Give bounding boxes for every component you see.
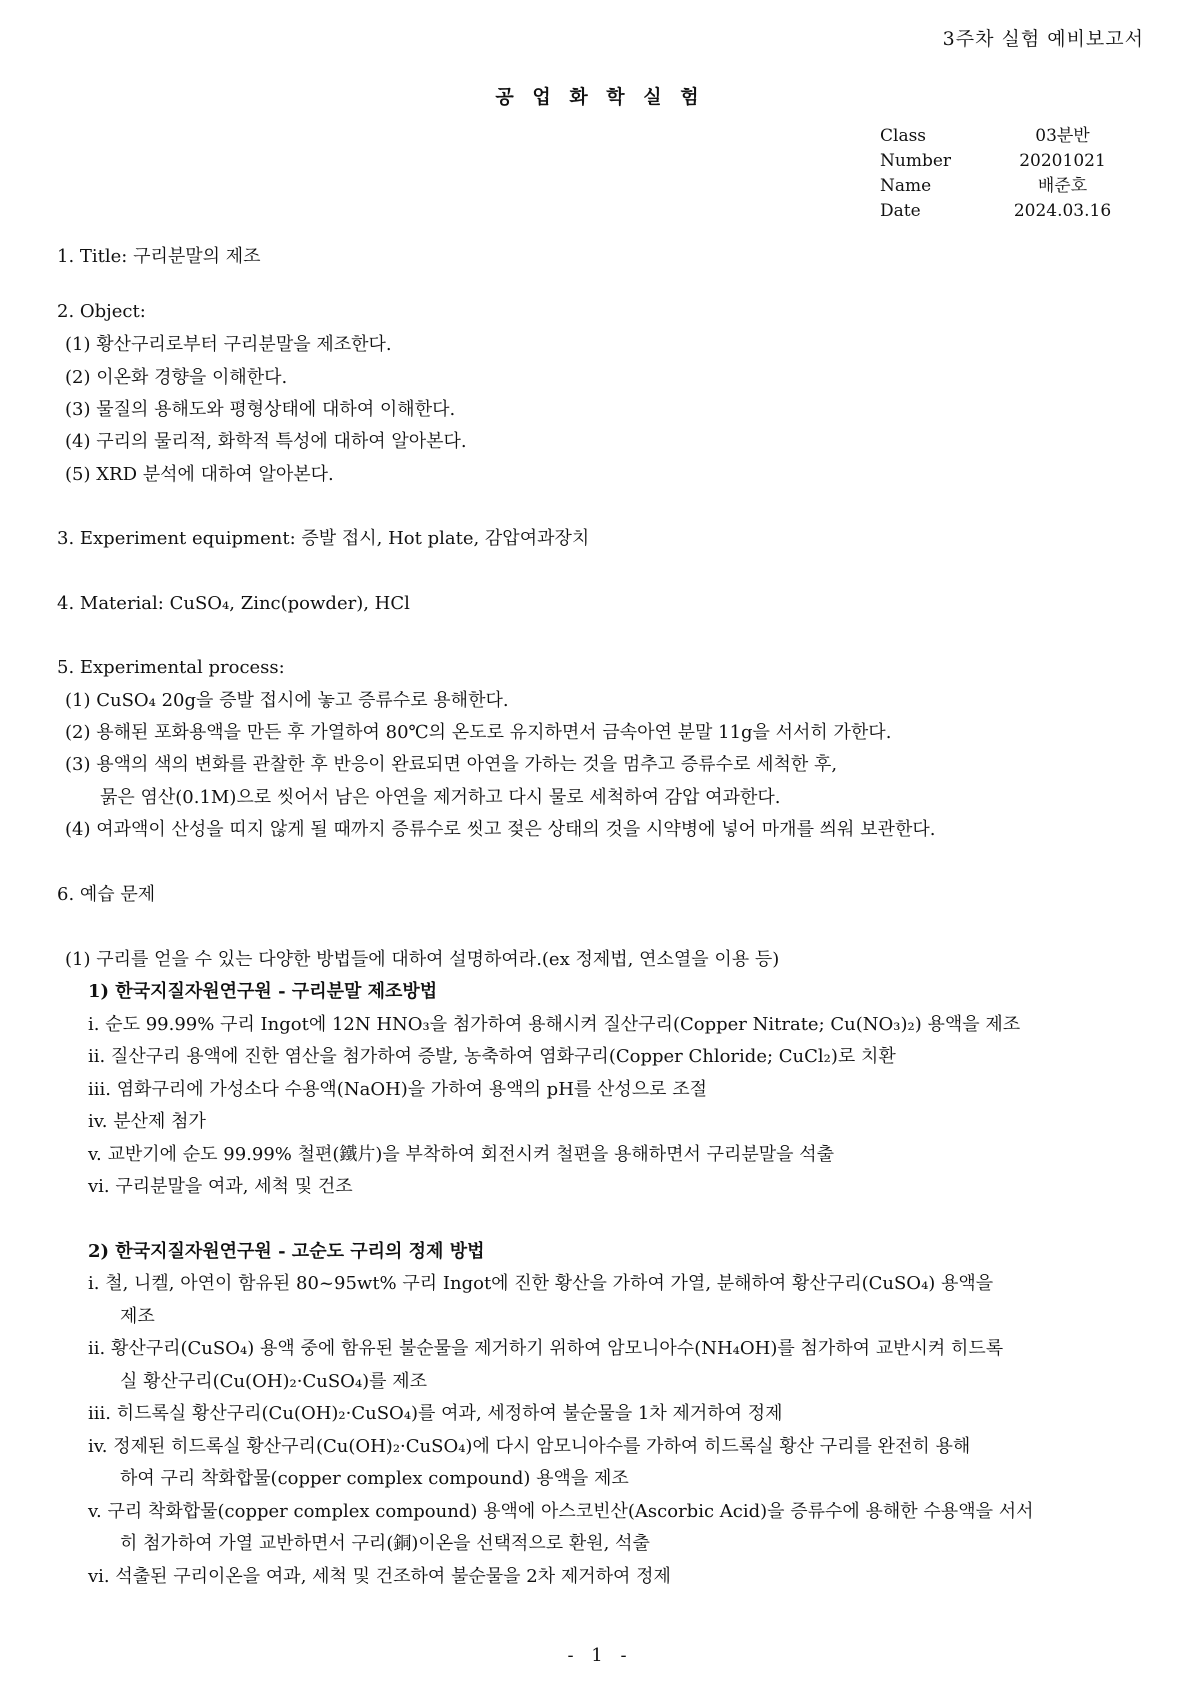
method-2-step: i. 철, 니켈, 아연이 함유된 80~95wt% 구리 Ingot에 진한 황산을 가하여 가열, 분해하여 황산구리(CuSO₄) 용액을 — [88, 1273, 994, 1294]
method-1-step: iv. 분산제 첨가 — [88, 1111, 206, 1132]
info-key: Name — [880, 176, 932, 196]
section-object-heading: 2. Object: — [57, 301, 146, 322]
method-1-step: vi. 구리분말을 여과, 세척 및 건조 — [88, 1176, 353, 1197]
method-1-step: v. 교반기에 순도 99.99% 철편(鐵片)을 부착하여 회전시켜 철편을 용해하면서 구리분말을 석출 — [88, 1144, 835, 1165]
object-item: (4) 구리의 물리적, 화학적 특성에 대하여 알아본다. — [65, 431, 467, 452]
info-value: 2024.03.16 — [1013, 201, 1112, 221]
method-2-step: iv. 정제된 히드록실 황산구리(Cu(OH)₂·CuSO₄)에 다시 암모니아수를 가하여 히드록실 황산 구리를 완전히 용해 — [88, 1436, 971, 1457]
method-2-step-continued: 실 황산구리(Cu(OH)₂·CuSO₄)를 제조 — [120, 1371, 428, 1392]
method-2-step-continued: 하여 구리 착화합물(copper complex compound) 용액을 제조 — [120, 1468, 629, 1489]
object-item: (5) XRD 분석에 대하여 알아본다. — [65, 464, 334, 485]
info-value: 03분반 — [1035, 126, 1090, 146]
method-2-step: iii. 히드록실 황산구리(Cu(OH)₂·CuSO₄)를 여과, 세정하여 불순물을 1차 제거하여 정제 — [88, 1403, 783, 1424]
section-process-heading: 5. Experimental process: — [57, 657, 285, 678]
process-step: (4) 여과액이 산성을 띠지 않게 될 때까지 증류수로 씻고 젖은 상태의 것을 시약병에 넣어 마개를 씌워 보관한다. — [65, 819, 936, 840]
object-item: (2) 이온화 경향을 이해한다. — [65, 367, 288, 388]
info-key: Number — [880, 151, 952, 171]
method-2-step-continued: 제조 — [120, 1306, 155, 1327]
method-2-step-continued: 히 첨가하여 가열 교반하면서 구리(銅)이온을 선택적으로 환원, 석출 — [120, 1533, 650, 1554]
method-2-step: ii. 황산구리(CuSO₄) 용액 중에 함유된 불순물을 제거하기 위하여 암모니아수(NH₄OH)를 첨가하여 교반시켜 히드록 — [88, 1338, 1004, 1359]
method-2-title: 2) 한국지질자원연구원 - 고순도 구리의 정제 방법 — [88, 1241, 485, 1262]
process-step: (2) 용해된 포화용액을 만든 후 가열하여 80℃의 온도로 유지하면서 금속아연 분말 11g을 서서히 가한다. — [65, 722, 892, 743]
process-step: (1) CuSO₄ 20g을 증발 접시에 놓고 증류수로 용해한다. — [65, 690, 509, 711]
info-row-name — [880, 174, 1130, 199]
document-title: 공 업 화 학 실 험 — [495, 86, 705, 108]
info-row-number — [880, 149, 1130, 174]
method-2-step: v. 구리 착화합물(copper complex compound) 용액에 아스코빈산(Ascorbic Acid)을 증류수에 용해한 수용액을 서서 — [88, 1501, 1034, 1522]
section-title: 1. Title: 구리분말의 제조 — [57, 246, 261, 267]
process-step-continued: 묽은 염산(0.1M)으로 씻어서 남은 아연을 제거하고 다시 물로 세척하여 감압 여과한다. — [100, 787, 781, 808]
page-number: - 1 - — [567, 1645, 633, 1666]
method-1-step: i. 순도 99.99% 구리 Ingot에 12N HNO₃을 첨가하여 용해시켜 질산구리(Copper Nitrate; Cu(NO₃)₂) 용액을 제조 — [88, 1014, 1021, 1035]
info-row-date — [880, 199, 1130, 224]
process-step: (3) 용액의 색의 변화를 관찰한 후 반응이 완료되면 아연을 가하는 것을 멈추고 증류수로 세척한 후, — [65, 754, 838, 775]
info-value: 배준호 — [1037, 176, 1088, 196]
section-material: 4. Material: CuSO₄, Zinc(powder), HCl — [57, 593, 410, 614]
object-item: (3) 물질의 용해도와 평형상태에 대하여 이해한다. — [65, 399, 456, 420]
info-key: Date — [880, 201, 921, 221]
method-1-step: iii. 염화구리에 가성소다 수용액(NaOH)을 가하여 용액의 pH를 산성으로 조절 — [88, 1079, 708, 1100]
info-value: 20201021 — [1019, 151, 1106, 171]
method-1-title: 1) 한국지질자원연구원 - 구리분말 제조방법 — [88, 981, 438, 1002]
student-info-block — [880, 124, 1130, 224]
object-item: (1) 황산구리로부터 구리분말을 제조한다. — [65, 334, 392, 355]
info-key: Class — [880, 126, 927, 146]
question-1: (1) 구리를 얻을 수 있는 다양한 방법들에 대하여 설명하여라.(ex 정제법, 연소열을 이용 등) — [65, 949, 780, 970]
section-prep-heading: 6. 예습 문제 — [57, 884, 156, 905]
method-1-step: ii. 질산구리 용액에 진한 염산을 첨가하여 증발, 농축하여 염화구리(Copper Chloride; CuCl₂)로 치환 — [88, 1046, 896, 1067]
section-equipment: 3. Experiment equipment: 증발 접시, Hot plate, 감압여과장치 — [57, 528, 590, 549]
method-2-step: vi. 석출된 구리이온을 여과, 세척 및 건조하여 불순물을 2차 제거하여 정제 — [88, 1566, 671, 1587]
info-row-class — [880, 124, 1130, 149]
report-header: 3주차 실험 예비보고서 — [942, 28, 1144, 50]
